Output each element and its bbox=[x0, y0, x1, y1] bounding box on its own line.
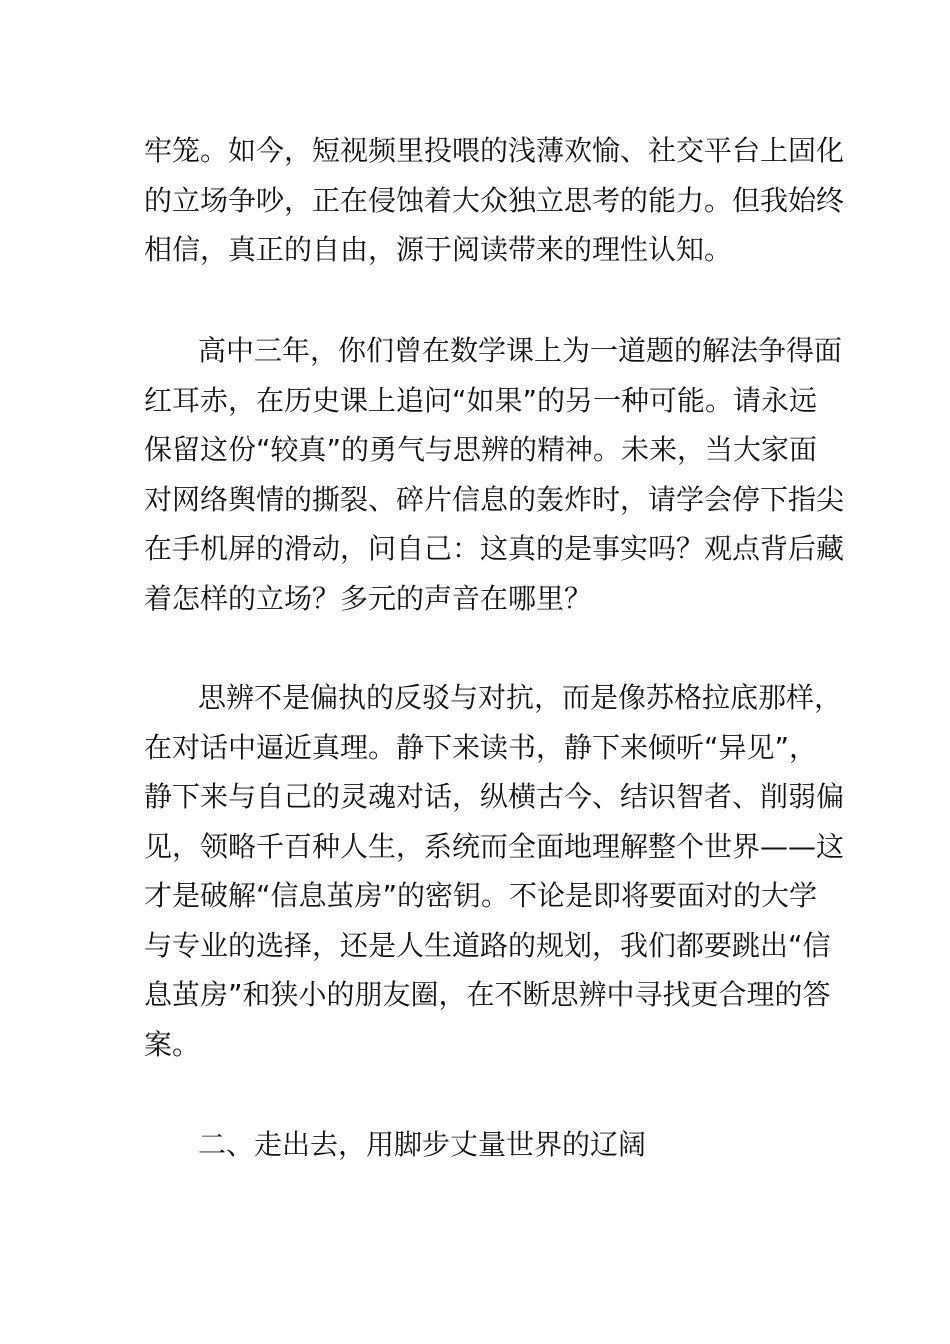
paragraph-line: 牢笼。如今，短视频里投喂的浅薄欢愉、社交平台上固化 bbox=[144, 134, 845, 167]
paragraph-line: 在手机屏的滑动，问自己：这真的是事实吗？观点背后藏 bbox=[144, 532, 845, 565]
paragraph-line: 才是破解“信息茧房”的密钥。不论是即将要面对的大学 bbox=[144, 879, 818, 912]
paragraph bbox=[144, 326, 845, 623]
paragraph-line: 高中三年，你们曾在数学课上为一道题的解法争得面 bbox=[198, 334, 843, 367]
section-heading-text: 二、走出去，用脚步丈量世界的辽阔 bbox=[198, 1128, 647, 1161]
paragraph-line: 思辨不是偏执的反驳与对抗，而是像苏格拉底那样， bbox=[198, 681, 843, 714]
section-heading bbox=[144, 1120, 808, 1170]
paragraph-line: 的立场争吵，正在侵蚀着大众独立思考的能力。但我始终 bbox=[144, 183, 845, 217]
paragraph-line: 红耳赤，在历史课上追问“如果”的另一种可能。请永远 bbox=[144, 383, 818, 417]
paragraph-line: 息茧房”和狭小的朋友圈，在不断思辨中寻找更合理的答 bbox=[144, 978, 831, 1011]
paragraph-line: 静下来与自己的灵魂对话，纵横古今、结识智者、削弱偏 bbox=[144, 780, 845, 813]
paragraph-line: 与专业的选择，还是人生道路的规划，我们都要跳出“信 bbox=[144, 928, 831, 962]
paragraph-line: 案。 bbox=[144, 1027, 201, 1061]
paragraph-line: 对网络舆情的撕裂、碎片信息的轰炸时，请学会停下指尖 bbox=[144, 482, 845, 516]
paragraph-line: 在对话中逼近真理。静下来读书，静下来倾听“异见”， bbox=[144, 730, 818, 764]
paragraph-line: 相信，真正的自由，源于阅读带来的理性认知。 bbox=[144, 233, 733, 266]
paragraph-line: 着怎样的立场？多元的声音在哪里？ bbox=[144, 581, 593, 615]
paragraph bbox=[144, 126, 845, 275]
paragraph-line: 见，领略千百种人生，系统而全面地理解整个世界——这 bbox=[144, 829, 845, 863]
paragraph-line: 保留这份“较真”的勇气与思辨的精神。未来，当大家面 bbox=[144, 433, 818, 466]
paragraph bbox=[144, 673, 845, 1069]
